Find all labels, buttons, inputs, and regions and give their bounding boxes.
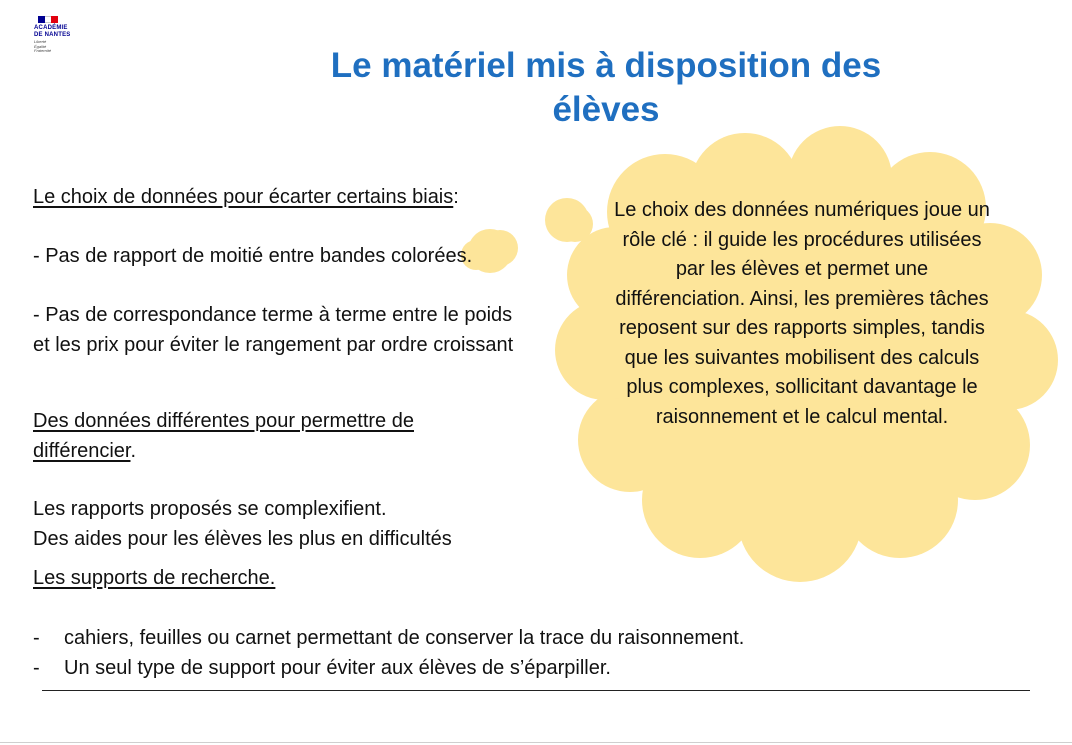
heading-differencier-suffix: . xyxy=(130,439,137,462)
list-dash: - xyxy=(33,627,40,649)
logo-name-line1: ACADÉMIE xyxy=(34,25,68,31)
footer-divider xyxy=(42,690,1030,691)
heading-differencier xyxy=(33,407,503,466)
heading-differencier-text: Des données différentes pour permettre de différencier xyxy=(33,410,414,462)
logo-name-line2: DE NANTES xyxy=(34,32,71,38)
heading-supports xyxy=(33,564,533,594)
para-rapports: Les rapports proposés se complexifient. xyxy=(33,498,387,520)
heading-supports-text: Les supports de recherche. xyxy=(33,567,276,589)
list-dash: - xyxy=(33,656,40,679)
logo-motto-1: Liberté xyxy=(34,39,47,44)
list-item-text: Un seul type de support pour éviter aux élèves de s’éparpiller. xyxy=(64,656,611,679)
item-correspondance: - Pas de correspondance terme à terme entre le poids et les prix pour éviter le rangement par ordre croissant xyxy=(33,304,514,356)
supports-list xyxy=(33,624,744,683)
cloud-text: Le choix des données numériques joue un rôle clé : il guide les procédures utilisées par les élèves et permet une différenciation. Ainsi, les premières tâches reposent sur des rapports simples, tandis que les suivantes mobilisent des calculs plus complexes, sollicitant davantage le raisonnement et le calcul mental. xyxy=(614,199,990,428)
para-aides: Des aides pour les élèves les plus en difficultés xyxy=(33,528,452,550)
list-item-text: cahiers, feuilles ou carnet permettant de conserver la trace du raisonnement. xyxy=(64,627,745,649)
heading-biais-text: Le choix de données pour écarter certains biais xyxy=(33,186,454,208)
logo-motto-2: Égalité xyxy=(34,43,47,49)
list-item xyxy=(33,624,744,654)
item-moitie: - Pas de rapport de moitié entre bandes colorées. xyxy=(33,245,473,267)
heading-biais-suffix: : xyxy=(453,186,459,208)
slide-title: Le matériel mis à disposition des élèves xyxy=(330,46,882,129)
page-bottom-border xyxy=(0,742,1072,743)
list-item xyxy=(33,654,744,684)
logo-motto-3: Fraternité xyxy=(34,48,52,53)
heading-biais xyxy=(33,183,533,213)
